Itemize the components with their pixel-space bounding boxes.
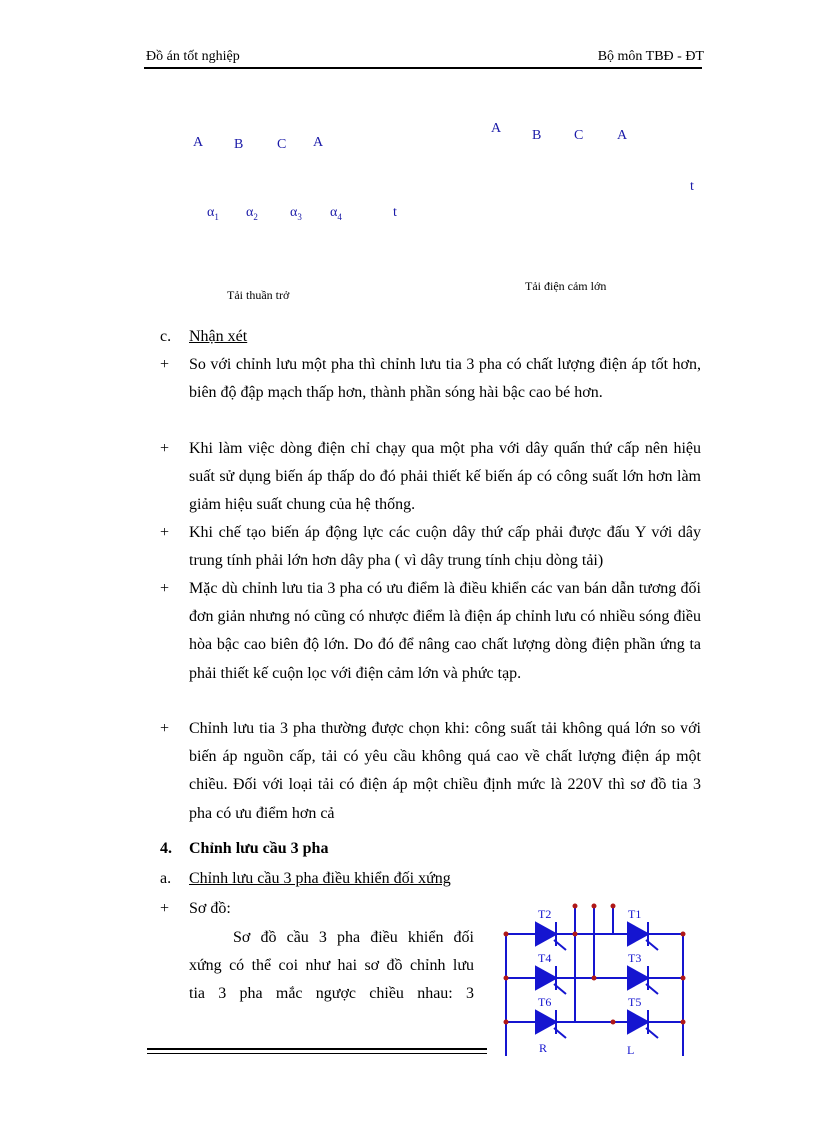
alpha-symbol: α bbox=[290, 205, 298, 220]
section-c-marker: c. bbox=[160, 328, 172, 345]
thyristor-t2 bbox=[536, 923, 556, 945]
bullet: + bbox=[160, 440, 170, 457]
bullet: + bbox=[160, 900, 170, 917]
bullet: + bbox=[160, 524, 170, 541]
wf-right-caption: Tải điện cảm lớn bbox=[525, 279, 607, 293]
comment-item: Mặc dù chỉnh lưu tia 3 pha có ưu điểm là điều khiển các van bán dẫn tương đối đơn giản nhưng nó cũng có nhược điểm là điện áp chỉnh lưu có nhiều sóng điều hòa bậc cao biên độ lớn. Do đó để nâng cao chất lượng dòng điện phần ứng ta phải thiết kế cuộn lọc với điện cảm lớn và phức tạp. bbox=[189, 580, 701, 682]
wf-right-phase: C bbox=[574, 128, 584, 143]
wf-left-phase: B bbox=[234, 137, 244, 152]
section-c-title: Nhận xét bbox=[189, 328, 248, 345]
comment-item: Chỉnh lưu tia 3 pha thường được chọn khi: công suất tải không quá lớn so với biến áp nguồn cấp, tải có yêu cầu không quá cao về chất lượng điện áp một chiều. Đối với loại tải có điện áp một chiều định mức là 220V thì sơ đồ tia 3 pha có ưu điểm hơn cả bbox=[189, 720, 701, 822]
circuit-wires bbox=[506, 906, 683, 1056]
label-t2: T2 bbox=[538, 907, 552, 921]
wf-alpha-4 bbox=[330, 205, 342, 222]
wf-right-phase: B bbox=[532, 128, 542, 143]
thyristor-t1 bbox=[628, 923, 648, 945]
comment-item: Khi chế tạo biến áp động lực các cuộn dây thứ cấp phải được đấu Y với dây trung tính phải lớn hơn dây pha ( vì dây trung tính chịu dòng tải) bbox=[189, 524, 701, 570]
wf-left-phase: A bbox=[193, 135, 204, 150]
alpha-sub: 4 bbox=[337, 211, 342, 222]
alpha-sub: 3 bbox=[297, 211, 302, 222]
label-r: R bbox=[539, 1041, 548, 1055]
alpha-symbol: α bbox=[330, 205, 338, 220]
section-a-marker: a. bbox=[160, 870, 172, 887]
alpha-sub: 2 bbox=[253, 211, 258, 222]
header-right: Bộ môn TBĐ - ĐT bbox=[597, 49, 704, 64]
comment-item: Khi làm việc dòng điện chỉ chạy qua một pha với dây quấn thứ cấp nên hiệu suất sử dụng biến áp thấp do đó phải thiết kế biến áp có công suất lớn hơn làm giảm hiệu suất chung của hệ thống. bbox=[189, 440, 701, 514]
so-do-line: tia 3 pha mắc ngược chiều nhau: 3 bbox=[189, 985, 474, 1002]
wf-right-phase: A bbox=[617, 128, 628, 143]
bullet: + bbox=[160, 720, 170, 737]
wf-right-t: t bbox=[690, 179, 694, 194]
wf-left-caption: Tải thuần trở bbox=[227, 288, 290, 302]
wf-right-phase: A bbox=[491, 121, 502, 136]
section-a-title: Chỉnh lưu cầu 3 pha điều khiển đối xứng bbox=[189, 870, 451, 887]
section-4-title: Chỉnh lưu cầu 3 pha bbox=[189, 840, 329, 857]
label-t5: T5 bbox=[628, 995, 642, 1009]
wf-left-t: t bbox=[393, 205, 397, 220]
so-do-line: xứng có thể coi như hai sơ đồ chỉnh lưu bbox=[189, 957, 474, 974]
so-do-label: Sơ đồ: bbox=[189, 900, 231, 917]
thyristor-t5 bbox=[628, 1011, 648, 1033]
header-left: Đồ án tốt nghiệp bbox=[146, 49, 240, 64]
wf-alpha-1 bbox=[207, 205, 219, 222]
bullet: + bbox=[160, 580, 170, 597]
label-t4: T4 bbox=[538, 951, 552, 965]
thyristor-t4 bbox=[536, 967, 556, 989]
comment-item: So với chỉnh lưu một pha thì chỉnh lưu tia 3 pha có chất lượng điện áp tốt hơn, biên độ đập mạch thấp hơn, thành phần sóng hài bậc cao bé hơn. bbox=[189, 356, 701, 402]
footer-rule bbox=[147, 1048, 487, 1050]
section-4-number: 4. bbox=[160, 840, 172, 857]
label-t6: T6 bbox=[538, 995, 552, 1009]
alpha-symbol: α bbox=[207, 205, 215, 220]
wf-alpha-2 bbox=[246, 205, 258, 222]
bridge-circuit-diagram bbox=[496, 896, 696, 1061]
header-rule bbox=[144, 67, 702, 69]
wf-left-phase: C bbox=[277, 137, 287, 152]
label-l: L bbox=[627, 1043, 635, 1057]
label-t3: T3 bbox=[628, 951, 642, 965]
circuit-labels bbox=[538, 907, 641, 1057]
so-do-line: Sơ đồ cầu 3 pha điều khiển đối bbox=[233, 929, 474, 946]
thyristors bbox=[536, 922, 658, 1038]
bullet: + bbox=[160, 356, 170, 373]
alpha-sub: 1 bbox=[214, 211, 219, 222]
alpha-symbol: α bbox=[246, 205, 254, 220]
thyristor-t6 bbox=[536, 1011, 556, 1033]
label-t1: T1 bbox=[628, 907, 642, 921]
wf-alpha-3 bbox=[290, 205, 302, 222]
thyristor-t3 bbox=[628, 967, 648, 989]
wf-left-phase: A bbox=[313, 135, 324, 150]
footer-rule-thin bbox=[147, 1053, 487, 1054]
